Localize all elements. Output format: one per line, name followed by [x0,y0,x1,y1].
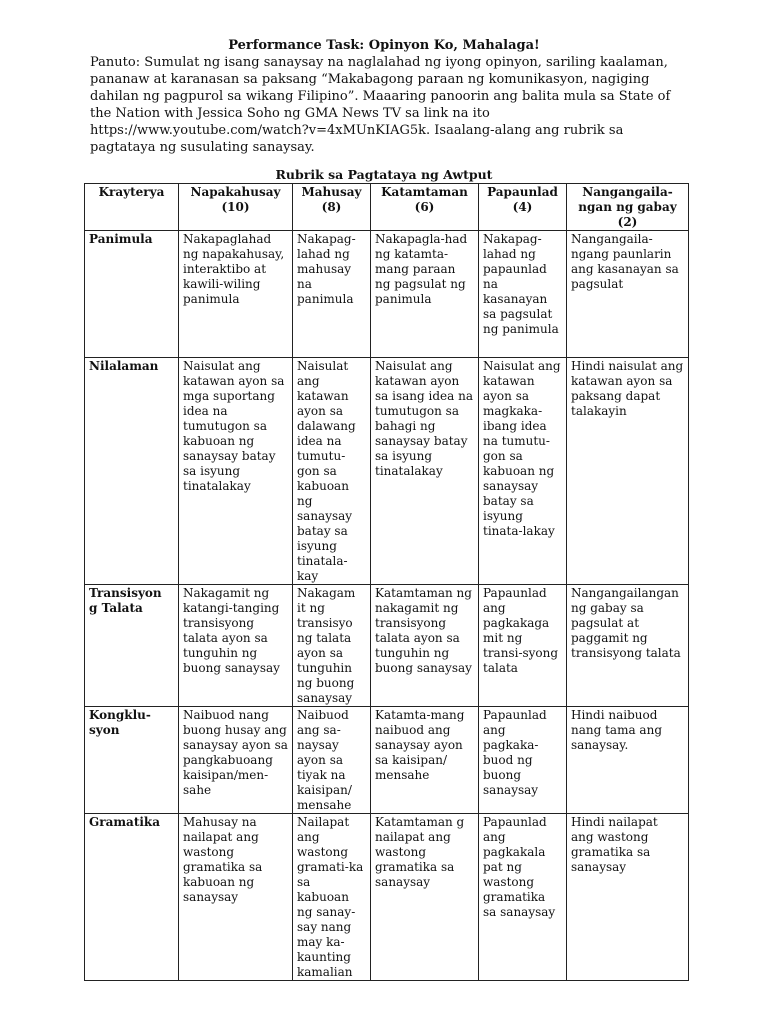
header-cell-katamtaman: Katamtaman (6) [371,184,479,231]
table-cell: Nakagam it ng transisyo ng talata ayon sa tunguhin ng buong sanaysay [293,585,371,707]
header-cell-papaunlad: Papaunlad (4) [479,184,567,231]
table-cell: Katamtaman g nailapat ang wastong gramatika sa sanaysay [371,814,479,981]
table-header-row [85,184,689,231]
rubric-title: Rubrik sa Pagtataya ng Awtput [275,167,493,182]
table-row [85,231,689,358]
table-cell: Naisulat ang katawan ayon sa isang idea na tumutugon sa bahagi ng sanaysay batay sa isyung tinatalakay [371,358,479,585]
table-row [85,358,689,585]
criterion-cell: Gramatika [85,814,179,981]
table-cell: Nakagamit ng katangi-tanging transisyong talata ayon sa tunguhin ng buong sanaysay [179,585,293,707]
table-row [85,814,689,981]
table-cell: Nailapat ang wastong gramati-ka sa kabuoan ng sanay-say nang may ka-kaunting kamalian [293,814,371,981]
table-cell: Nangangaila-ngang paunlarin ang kasanayan sa pagsulat [567,231,689,358]
table-cell: Naisulat ang katawan ayon sa mga suportang idea na tumutugon sa kabuoan ng sanaysay batay sa isyung tinatalakay [179,358,293,585]
table-cell: Hindi naibuod nang tama ang sanaysay. [567,707,689,814]
table-cell: Katamtaman ng nakagamit ng transisyong talata ayon sa tunguhin ng buong sanaysay [371,585,479,707]
table-cell: Nangangailangan ng gabay sa pagsulat at paggamit ng transisyong talata [567,585,689,707]
header-cell-krayterya: Krayterya [85,184,179,231]
criterion-cell: Nilalaman [85,358,179,585]
table-row [85,707,689,814]
criterion-cell: Kongklu-syon [85,707,179,814]
criterion-cell: Transisyon g Talata [85,585,179,707]
instructions-paragraph: Panuto: Sumulat ng isang sanaysay na naglalahad ng iyong opinyon, sariling kaalaman, pananaw at karanasan sa paksang “Makabagong paraan ng komunikasyon, nagiging dahilan ng pagpurol sa wikang Filipino”. Maaaring panoorin ang balita mula sa State of the Nation with Jessica Soho ng GMA News TV sa link na ito https://www.youtube.com/watch?v=4xMUnKIAG5k. Isaalang-alang ang rubrik sa pagtataya ng susulating sanaysay. [90,55,671,155]
header-cell-nangangailangan: Nangangaila- ngan ng gabay (2) [567,184,689,231]
table-cell: Nakapag-lahad ng papaunlad na kasanayan sa pagsulat ng panimula [479,231,567,358]
table-cell: Nakapag-lahad ng mahusay na panimula [293,231,371,358]
table-cell: Papaunlad ang pagkakaga mit ng transi-syong talata [479,585,567,707]
table-cell: Nakapaglahad ng napakahusay, interaktibo at kawili-wiling panimula [179,231,293,358]
rubric-table [84,183,689,981]
table-cell: Naibuod ang sa-naysay ayon sa tiyak na kaisipan/ mensahe [293,707,371,814]
table-cell: Naibuod nang buong husay ang sanaysay ayon sa pangkabuoang kaisipan/men-sahe [179,707,293,814]
table-cell: Mahusay na nailapat ang wastong gramatika sa kabuoan ng sanaysay [179,814,293,981]
table-cell: Hindi nailapat ang wastong gramatika sa sanaysay [567,814,689,981]
table-cell: Papaunlad ang pagkaka-buod ng buong sanaysay [479,707,567,814]
header-cell-napakahusay: Napakahusay (10) [179,184,293,231]
table-cell: Papaunlad ang pagkakala pat ng wastong gramatika sa sanaysay [479,814,567,981]
header-cell-mahusay: Mahusay (8) [293,184,371,231]
table-cell: Hindi naisulat ang katawan ayon sa paksang dapat talakayin [567,358,689,585]
table-cell: Nakapagla-had ng katamta-mang paraan ng pagsulat ng panimula [371,231,479,358]
page-title: Performance Task: Opinyon Ko, Mahalaga! [228,38,540,53]
table-row [85,585,689,707]
table-cell: Katamta-mang naibuod ang sanaysay ayon sa kaisipan/ mensahe [371,707,479,814]
table-cell: Naisulat ang katawan ayon sa magkaka-ibang idea na tumutu-gon sa kabuoan ng sanaysay batay sa isyung tinata-lakay [479,358,567,585]
table-cell: Naisulat ang katawan ayon sa dalawang idea na tumutu-gon sa kabuoan ng sanaysay batay sa isyung tinatala-kay [293,358,371,585]
criterion-cell: Panimula [85,231,179,358]
